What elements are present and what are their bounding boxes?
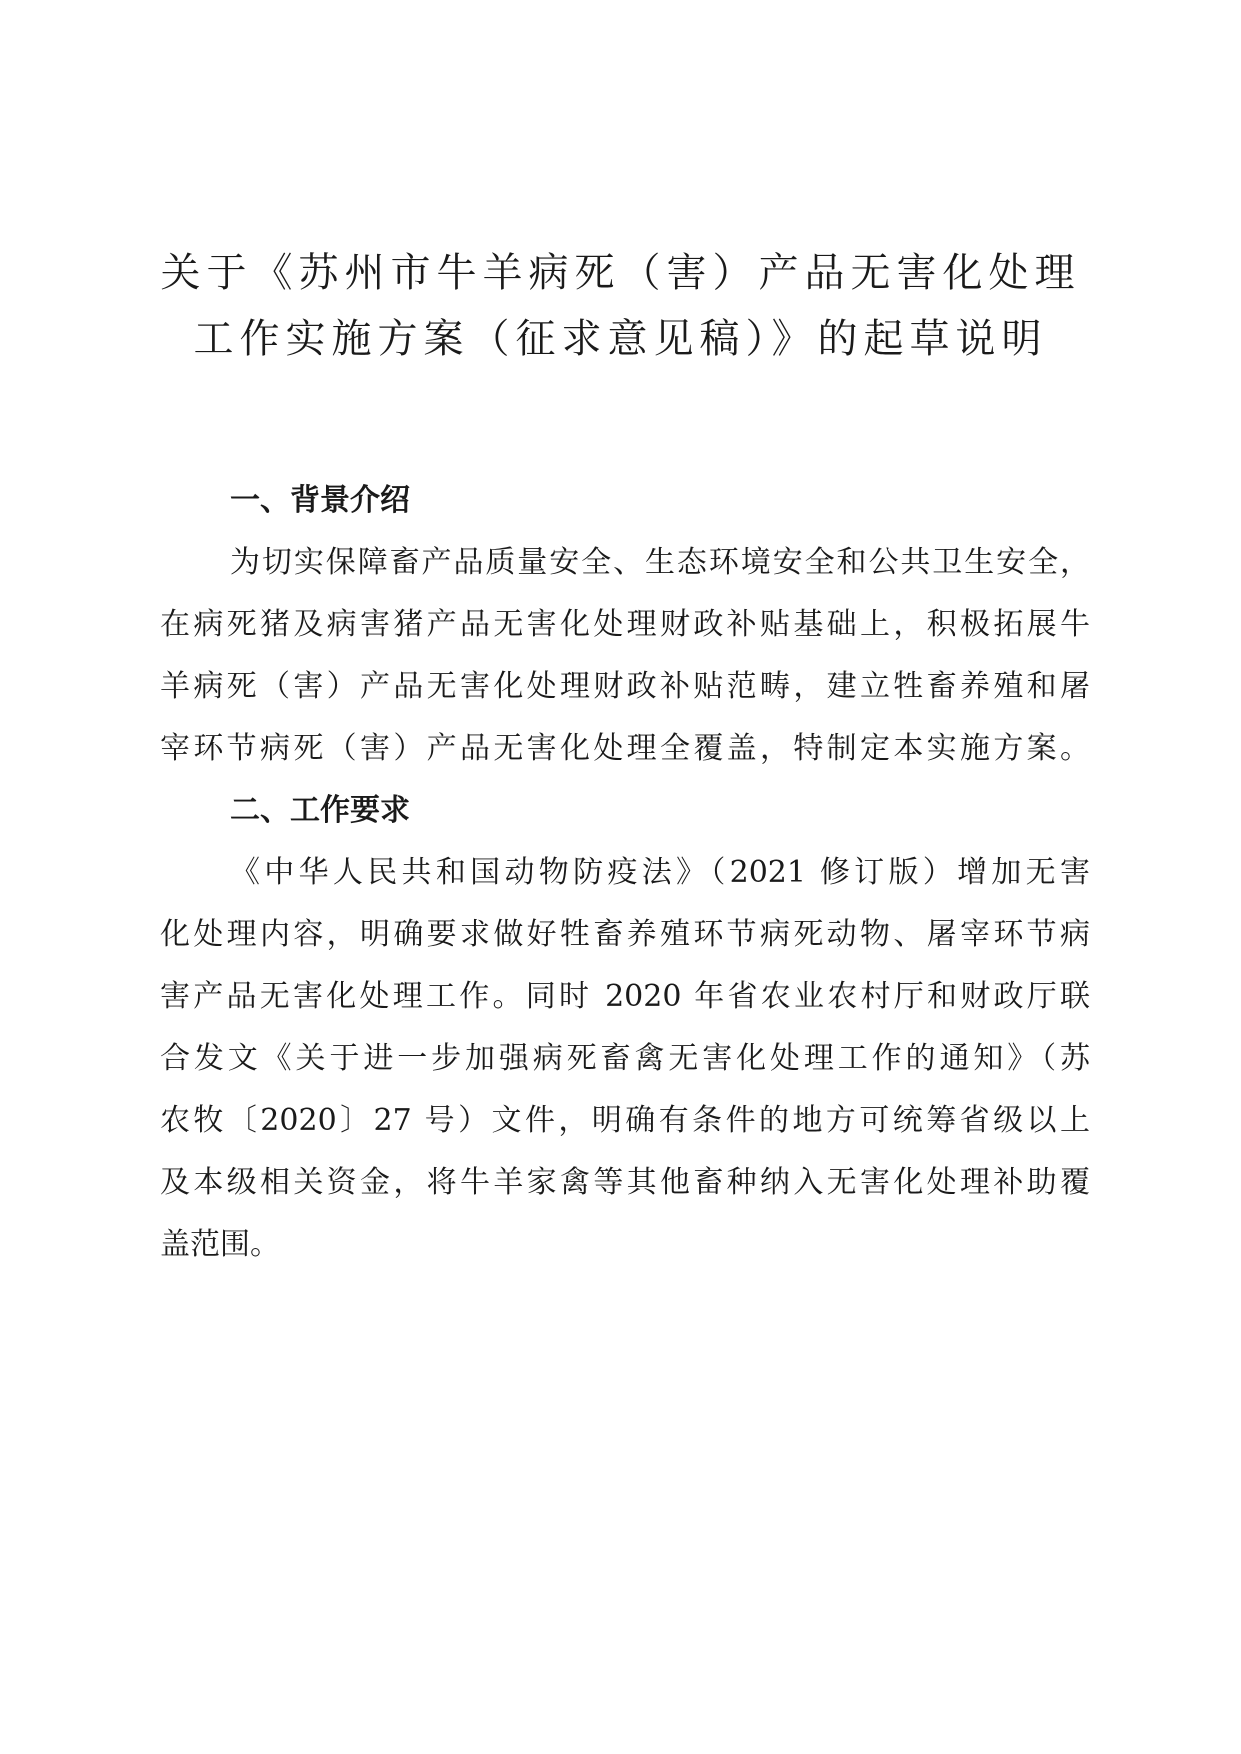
paragraph-line: 《中华人民共和国动物防疫法》（2021 修订版）增加无害 bbox=[230, 855, 1090, 890]
section-paragraph bbox=[160, 842, 1090, 1276]
document-title bbox=[0, 240, 1241, 372]
paragraph-line: 为切实保障畜产品质量安全、生态环境安全和公共卫生安全， bbox=[230, 545, 1090, 580]
paragraph-line: 在病死猪及病害猪产品无害化处理财政补贴基础上，积极拓展牛 bbox=[160, 607, 1090, 642]
section-requirements bbox=[160, 780, 1090, 1276]
section-heading: 一、背景介绍 bbox=[230, 483, 410, 518]
paragraph-line: 及本级相关资金，将牛羊家禽等其他畜种纳入无害化处理补助覆 bbox=[160, 1165, 1090, 1200]
title-line-2: 工作实施方案（征求意见稿）》的起草说明 bbox=[193, 316, 1048, 362]
paragraph-line: 害产品无害化处理工作。同时 2020 年省农业农村厅和财政厅联 bbox=[160, 979, 1090, 1014]
paragraph-line: 农牧〔2020〕27 号）文件，明确有条件的地方可统筹省级以上 bbox=[160, 1103, 1090, 1138]
paragraph-line: 羊病死（害）产品无害化处理财政补贴范畴，建立牲畜养殖和屠 bbox=[160, 669, 1090, 704]
section-heading: 二、工作要求 bbox=[230, 793, 410, 828]
section-background bbox=[160, 470, 1090, 780]
section-paragraph bbox=[160, 532, 1090, 780]
paragraph-line: 化处理内容，明确要求做好牲畜养殖环节病死动物、屠宰环节病 bbox=[160, 917, 1090, 952]
title-line-1: 关于《苏州市牛羊病死（害）产品无害化处理 bbox=[160, 250, 1081, 296]
paragraph-line: 合发文《关于进一步加强病死畜禽无害化处理工作的通知》（苏 bbox=[160, 1041, 1090, 1076]
document-body bbox=[160, 470, 1090, 1276]
paragraph-line: 盖范围。 bbox=[160, 1227, 280, 1262]
paragraph-line: 宰环节病死（害）产品无害化处理全覆盖，特制定本实施方案。 bbox=[160, 731, 1090, 766]
